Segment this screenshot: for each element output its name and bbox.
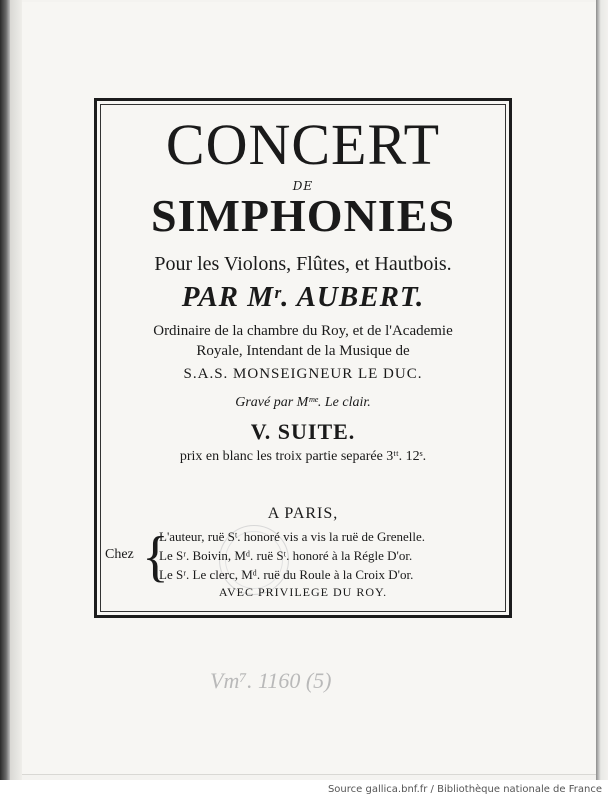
page-right-edge (596, 0, 608, 780)
title-concert: CONCERT (165, 112, 441, 177)
source-credit: Source gallica.bnf.fr / Bibliothèque nationale de France (327, 784, 602, 795)
title-page-sheet (22, 2, 598, 775)
imprint-city: A PARIS, (267, 505, 339, 522)
address-line: Le Sʳ. Boivin, Mᵈ. ruë Sᵗ. honoré à la Régle D'or. (159, 548, 413, 563)
privilege-line: AVEC PRIVILEGE DU ROY. (218, 585, 388, 599)
instruments-line: Pour les Violons, Flûtes, et Hautbois. (154, 253, 452, 275)
imprint-addresses (105, 526, 509, 589)
address-line: L'auteur, ruë Sᵗ. honoré vis a vis la ruë de Grenelle. (159, 529, 426, 544)
price-line: prix en blanc les troix partie separée 3ᵗᵗ. 12ˢ. (179, 449, 427, 464)
address-line: Le Sʳ. Le clerc, Mᵈ. ruë du Roule à la Croix D'or. (159, 567, 414, 582)
patron-line: S.A.S. MONSEIGNEUR LE DUC. (183, 366, 423, 382)
title-simphonies: SIMPHONIES (151, 190, 455, 241)
imprint-chez: Chez (105, 547, 134, 562)
author-line: PAR Mʳ. AUBERT. (181, 281, 425, 313)
imprint-brace: { (142, 526, 169, 588)
author-position-line-2: Royale, Intendant de la Musique de (196, 343, 410, 359)
engraver-line: Gravé par Mᵐᵉ. Le clair. (235, 395, 371, 410)
title-frame (94, 98, 512, 618)
author-position-line-1: Ordinaire de la chambre du Roy, et de l'Academie (153, 323, 453, 339)
shelfmark: Vm⁷. 1160 (5) (210, 668, 332, 693)
title-de: DE (292, 179, 314, 193)
book-binding-edge (0, 0, 10, 780)
book-gutter (10, 0, 22, 780)
suite-number: V. SUITE. (250, 419, 356, 444)
